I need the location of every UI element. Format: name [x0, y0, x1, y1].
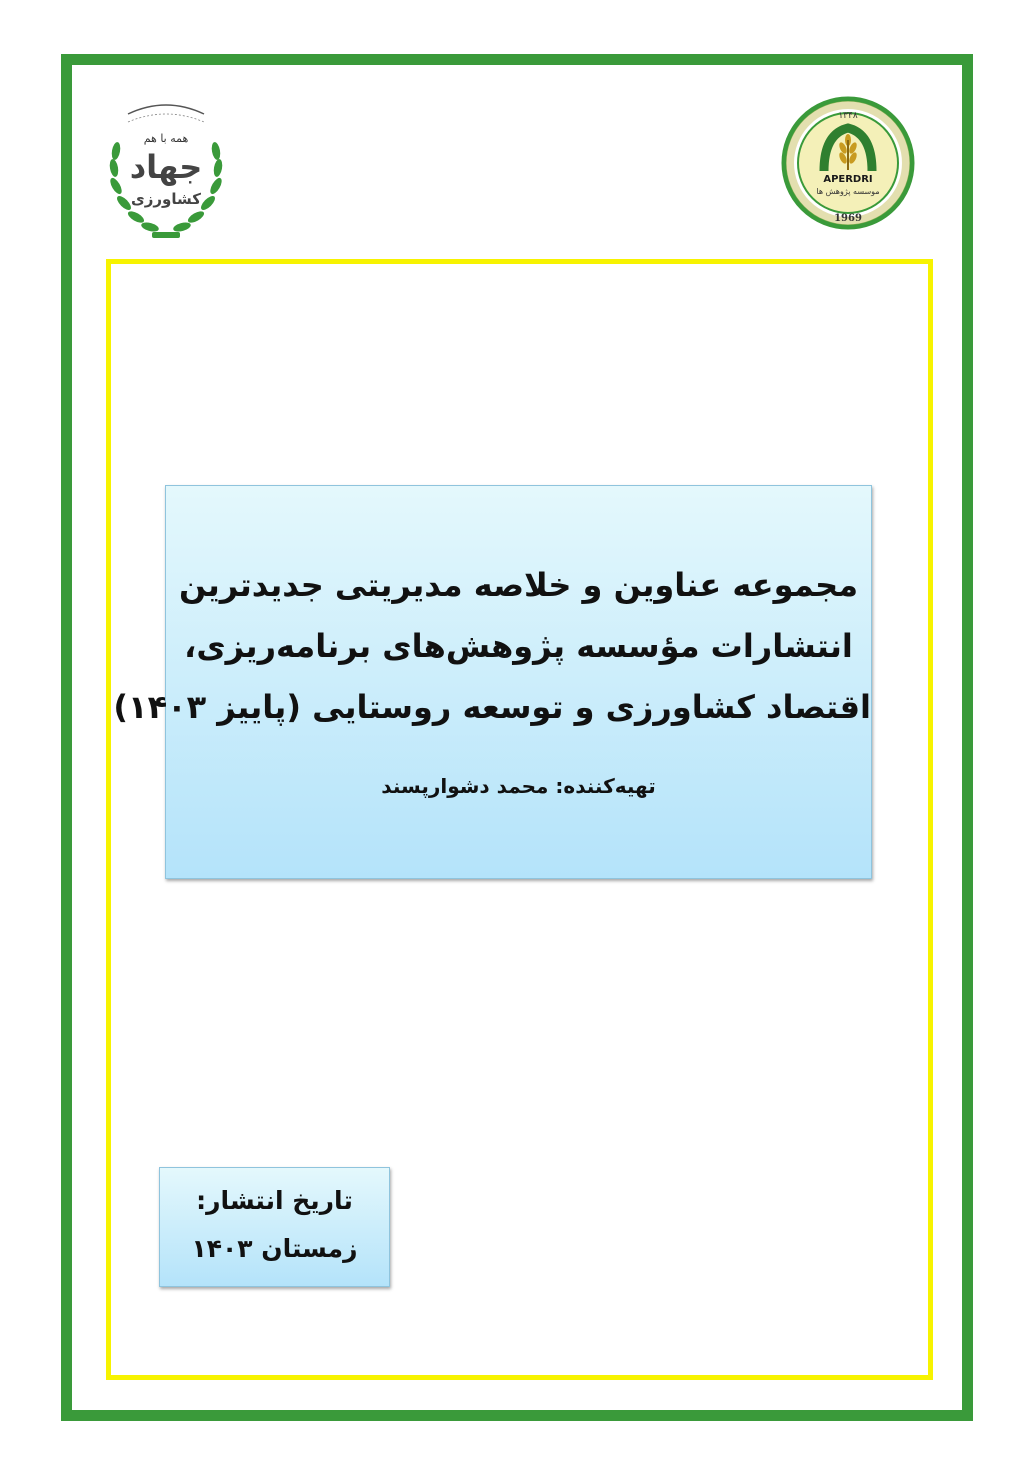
logo-right-year: 1969	[834, 213, 862, 224]
title-line-1: مجموعه عناوین و خلاصه مدیریتی جدیدترین	[178, 566, 859, 604]
logo-right-sub-text: موسسه پژوهش ها	[816, 187, 880, 196]
logo-left-top-text: همه با هم	[143, 132, 189, 145]
publication-date-label: تاریخ انتشار:	[196, 1186, 353, 1215]
jihad-keshavarzi-logo	[100, 96, 232, 246]
logo-left-main-text: جهاد	[129, 148, 203, 186]
logo-right-acronym: APERDRI	[823, 174, 873, 185]
wheat-seal-icon	[772, 96, 924, 230]
author-line: تهیه‌کننده: محمد دشوارپسند	[381, 774, 656, 798]
publication-date-value: زمستان ۱۴۰۳	[191, 1234, 358, 1263]
logo-left-sub-text: کشاورزی	[131, 190, 201, 208]
title-line-2: انتشارات مؤسسه پژوهش‌های برنامه‌ریزی،	[184, 627, 853, 665]
wheat-wreath-icon	[100, 96, 232, 246]
title-line-3: اقتصاد کشاورزی و توسعه روستایی (پاییز ۱۴۰۳)	[113, 688, 871, 726]
publication-date-box	[159, 1167, 390, 1287]
aperdri-logo	[772, 96, 924, 230]
title-box	[113, 485, 872, 879]
logo-right-top-number: ۱۳۴۸	[838, 111, 858, 121]
